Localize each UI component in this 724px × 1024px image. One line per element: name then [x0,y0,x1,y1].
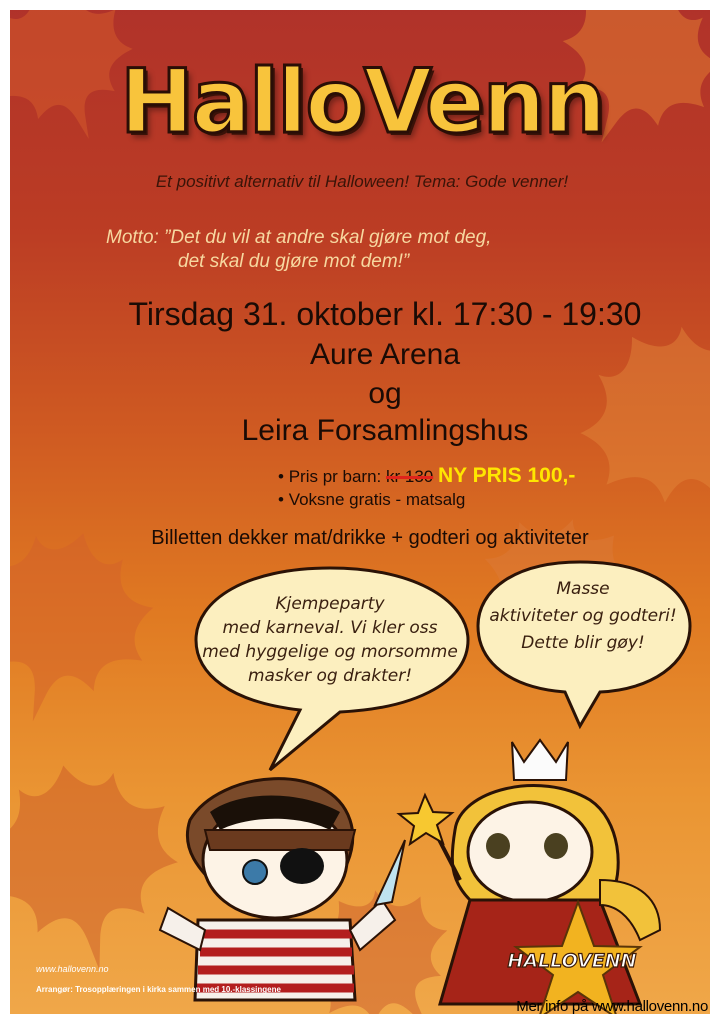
bubble-right-line: Dette blir gøy! [521,633,645,653]
adults-info: Voksne gratis - matsalg [288,490,466,509]
hallovenn-logo: HALLOVENN [507,950,637,972]
poster-subtitle: Et positivt alternativ til Halloween! Tema: Gode venner! [155,172,569,191]
motto-line-2: det skal du gjøre mot dem!” [178,251,410,272]
bubble-right-line: aktiviteter og godteri! [489,606,677,626]
price-label: Pris pr barn: [288,467,386,486]
bullet-dot: • [278,467,289,486]
price-line [278,464,575,488]
bubble-right-line: Masse [556,579,610,599]
more-info-link[interactable]: Mer info på www.hallovenn.no [516,998,708,1015]
bubble-left-line: med karneval. Vi kler oss [222,618,438,638]
bullet-dot: • [278,490,289,509]
maple-leaf-icon [0,749,194,987]
motto-line-1: Motto: ”Det du vil at andre skal gjøre mot deg, [106,227,492,248]
poster-title: HalloVenn [119,50,605,153]
new-price: NY PRIS 100,- [437,464,576,487]
old-price: kr 130 [386,467,434,486]
venue-2: Leira Forsamlingshus [241,414,529,447]
star-wand-icon [399,795,460,880]
bubble-left-line: med hyggelige og morsomme [202,642,458,662]
ticket-info: Billetten dekker mat/drikke + godteri og aktiviteter [151,527,589,549]
venue-connector: og [368,377,402,410]
adults-line [278,490,465,510]
bubble-left-line: masker og drakter! [247,666,413,686]
venue-1: Aure Arena [309,338,461,371]
event-date: Tirsdag 31. oktober kl. 17:30 - 19:30 [128,296,642,332]
website-small[interactable]: www.hallovenn.no [36,964,109,974]
bubble-right-text [478,576,688,657]
bubble-left-line: Kjempeparty [275,594,385,614]
bubble-left-text [200,592,460,688]
organizer-line: Arrangør: Trosopplæringen i kirka sammen med 10.-klassingene [36,985,281,994]
